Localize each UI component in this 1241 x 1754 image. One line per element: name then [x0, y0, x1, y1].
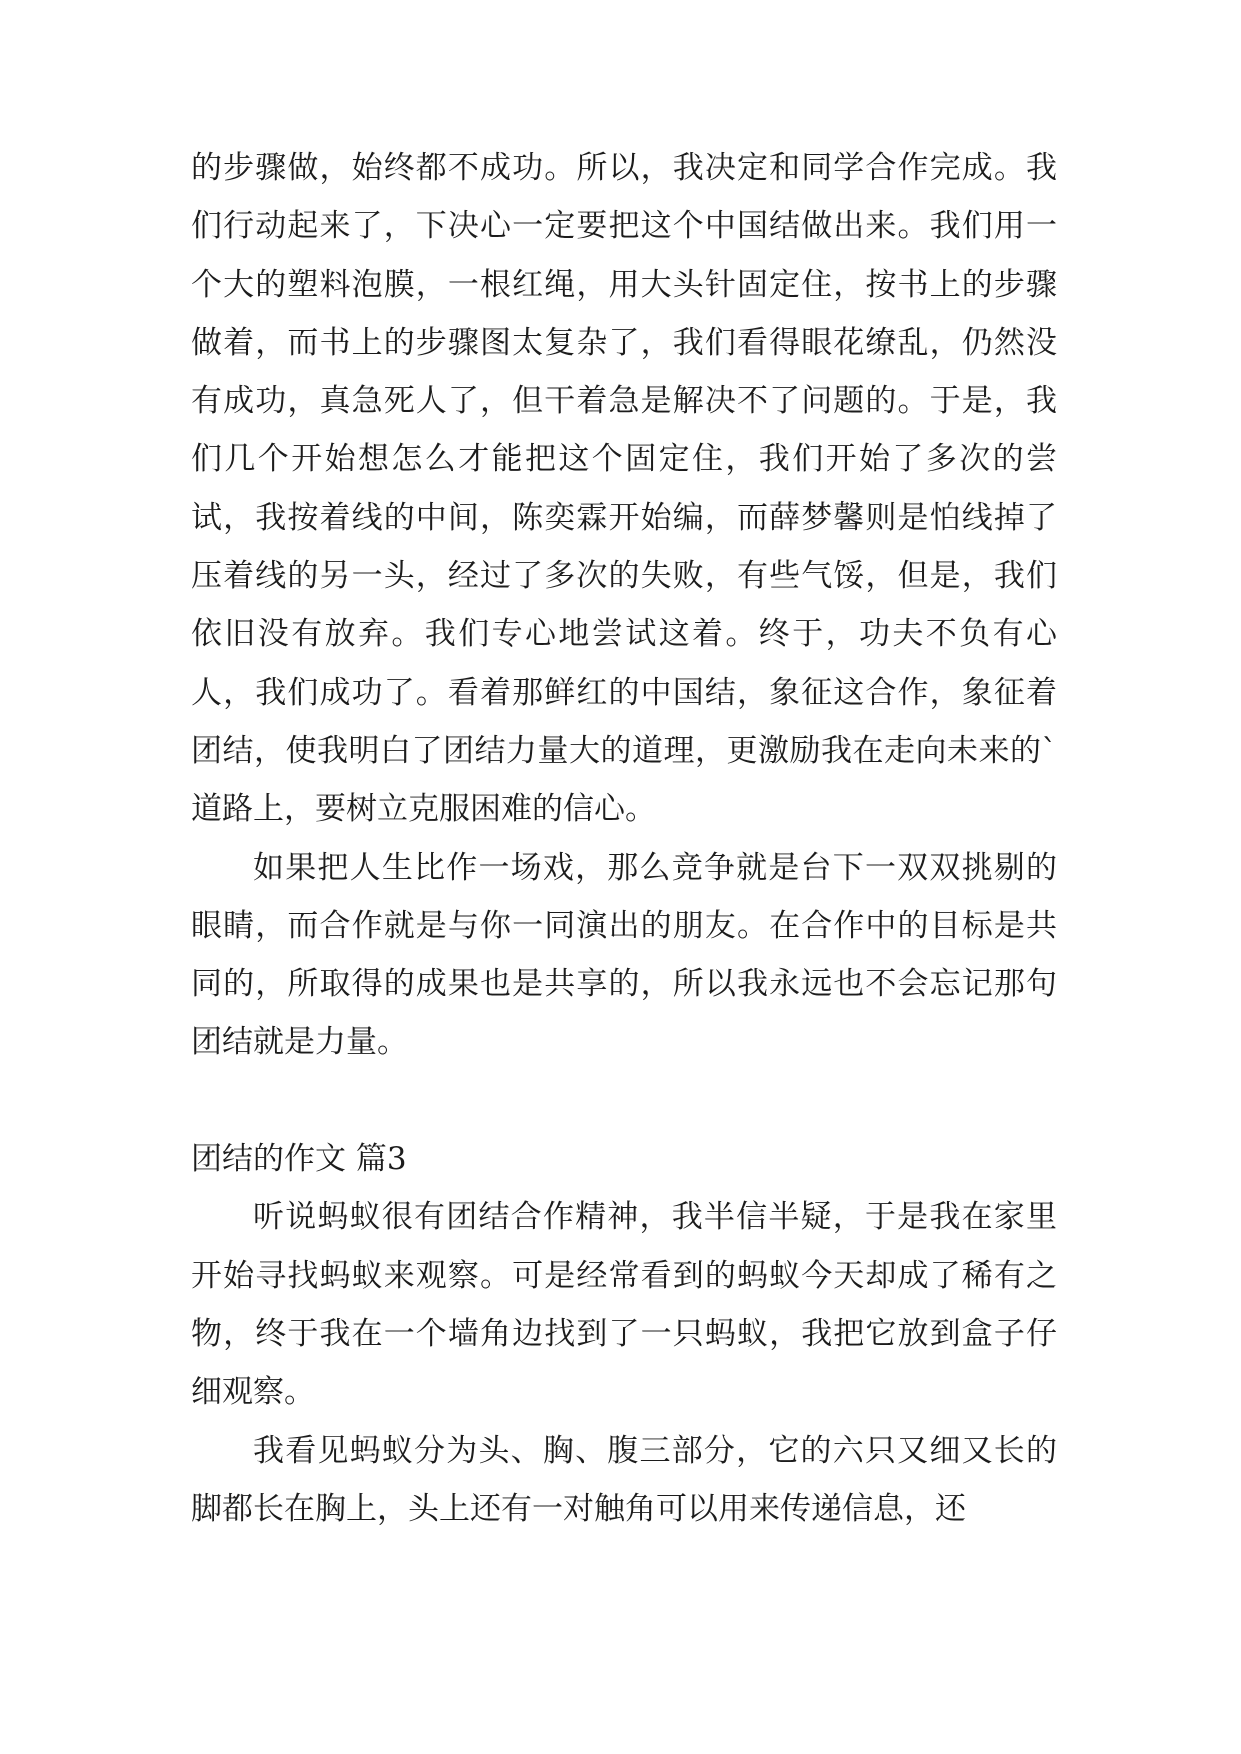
paragraph-conclusion: 如果把人生比作一场戏，那么竞争就是台下一双双挑剔的眼睛，而合作就是与你一同演出的朋友。在合作中的目标是共同的，所取得的成果也是共享的，所以我永远也不会忘记那句团结就是力量。 [191, 849, 1057, 1061]
document-body [191, 139, 1057, 1538]
section-heading: 团结的作文 篇3 [191, 1141, 407, 1178]
paragraph-continuation: 的步骤做，始终都不成功。所以，我决定和同学合作完成。我们行动起来了，下决心一定要把这个中国结做出来。我们用一个大的塑料泡膜，一根红绳，用大头针固定住，按书上的步骤做着，而书上的步骤图太复杂了，我们看得眼花缭乱，仍然没有成功，真急死人了，但干着急是解决不了问题的。于是，我们几个开始想怎么才能把这个固定住，我们开始了多次的尝试，我按着线的中间，陈奕霖开始编，而薛梦馨则是怕线掉了压着线的另一头，经过了多次的失败，有些气馁，但是，我们依旧没有放弃。我们专心地尝试这着。终于，功夫不负有心人，我们成功了。看着那鲜红的中国结，象征这合作，象征着团结，使我明白了团结力量大的道理，更激励我在走向未来的`道路上，要树立克服困难的信心。 [191, 150, 1057, 828]
paragraph-ant-observation: 我看见蚂蚁分为头、胸、腹三部分，它的六只又细又长的脚都长在胸上，头上还有一对触角可以用来传递信息，还 [191, 1432, 1057, 1527]
paragraph-ant-intro: 听说蚂蚁很有团结合作精神，我半信半疑，于是我在家里开始寻找蚂蚁来观察。可是经常看到的蚂蚁今天却成了稀有之物，终于我在一个墙角边找到了一只蚂蚁，我把它放到盒子仔细观察。 [191, 1199, 1057, 1411]
